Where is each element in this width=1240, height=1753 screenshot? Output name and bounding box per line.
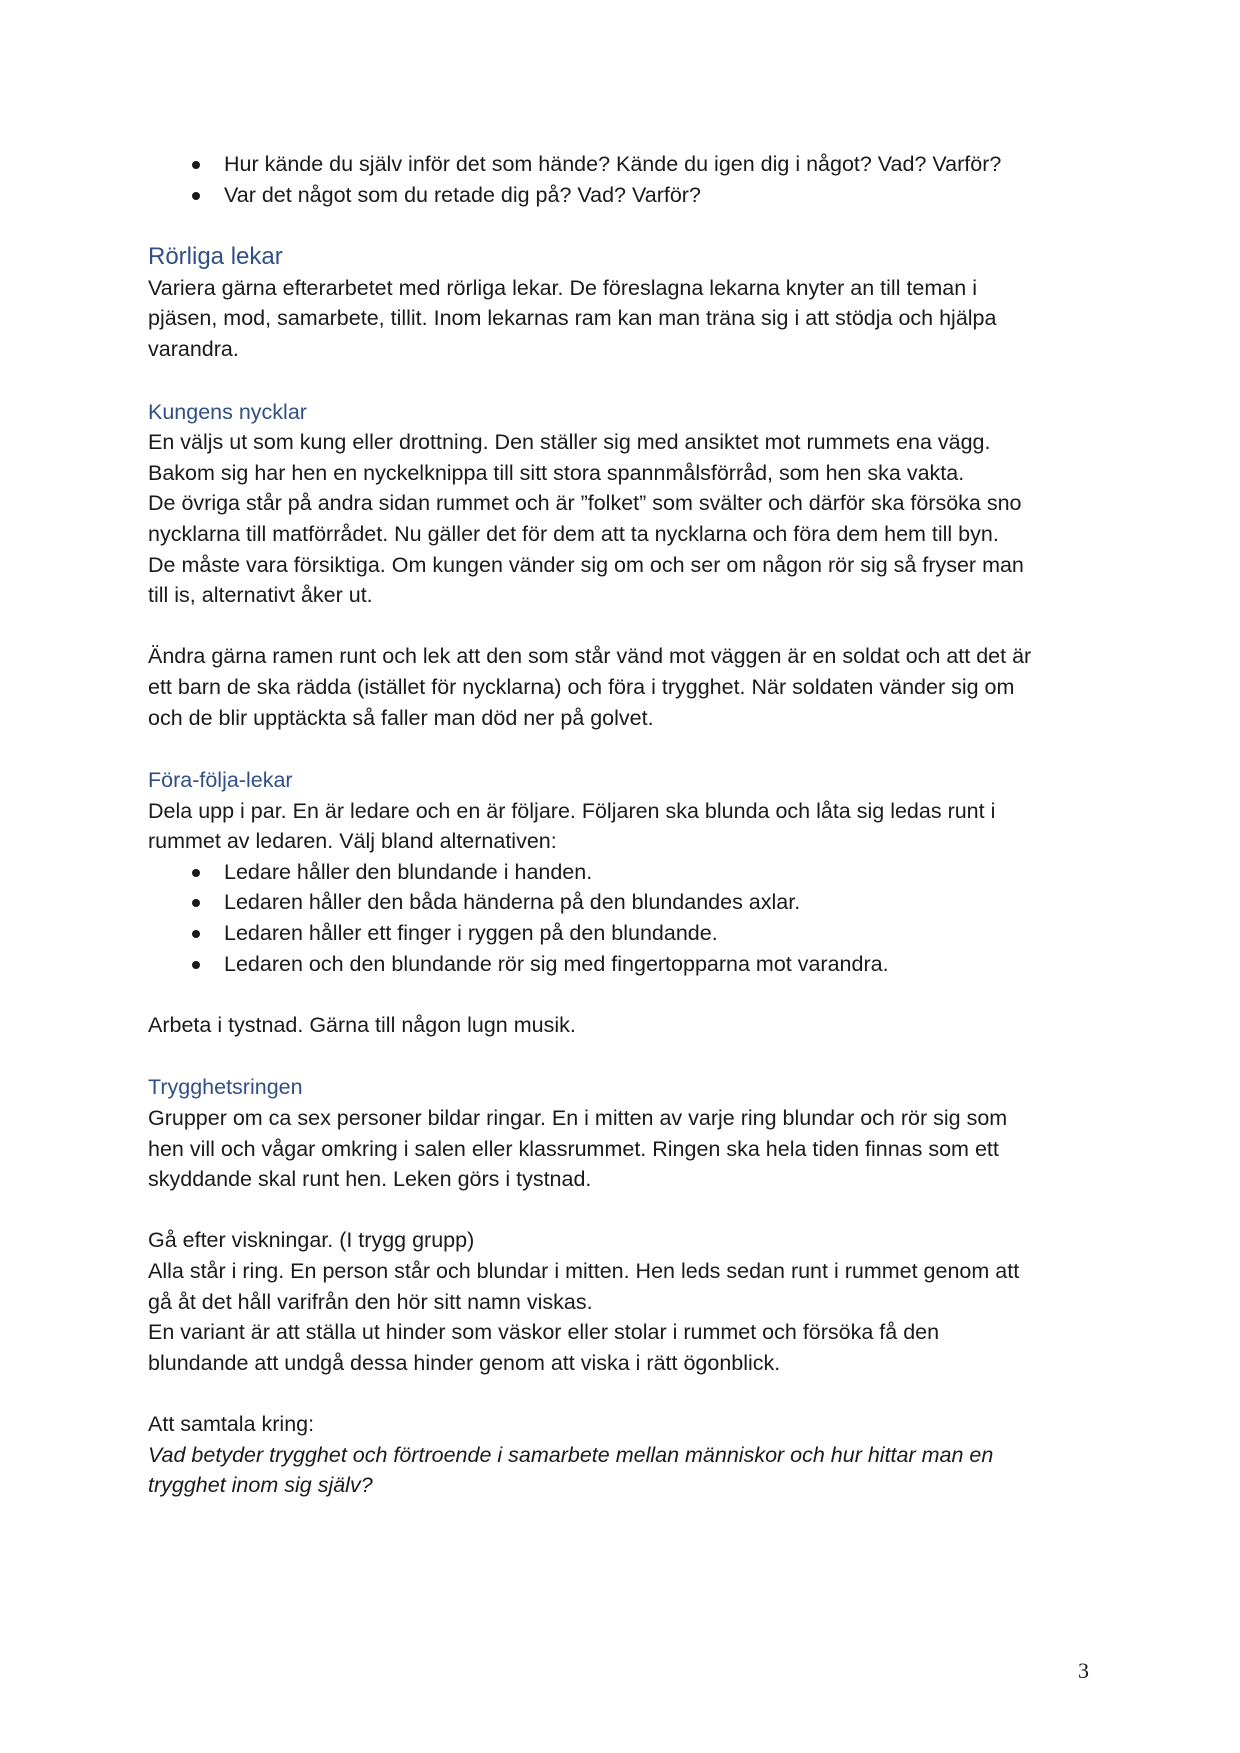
paragraph-line: hen vill och vågar omkring i salen eller klassrummet. Ringen ska hela tiden finnas som ett	[148, 1136, 999, 1161]
paragraph-line: rummet av ledaren. Välj bland alternativen:	[148, 829, 557, 854]
paragraph-line: Alla står i ring. En person står och blundar i mitten. Hen leds sedan runt i rummet genom att	[148, 1259, 1020, 1283]
paragraph-line: ett barn de ska rädda (istället för nycklarna) och föra i trygghet. När soldaten vänder sig om	[148, 674, 1015, 699]
section-heading-rorliga-lekar: Rörliga lekar	[148, 243, 283, 271]
list-item: Hur kände du själv inför det som hände? Kände du igen dig i något? Vad? Varför?	[148, 149, 1103, 180]
paragraph-line: gå åt det håll varifrån den hör sitt namn viskas.	[148, 1289, 593, 1314]
paragraph-line: Dela upp i par. En är ledare och en är följare. Följaren ska blunda och låta sig ledas runt i	[148, 798, 996, 823]
paragraph-line: pjäsen, mod, samarbete, tillit. Inom lekarnas ram kan man träna sig i att stödja och hjälpa	[148, 306, 997, 331]
paragraph-line: Ändra gärna ramen runt och lek att den som står vänd mot väggen är en soldat och att det är	[148, 644, 1032, 669]
paragraph-line: och de blir upptäckta så faller man död ner på golvet.	[148, 705, 654, 730]
subheading-trygghetsringen: Trygghetsringen	[148, 1075, 303, 1100]
paragraph-line: varandra.	[148, 336, 239, 361]
fora-bullet-list	[148, 857, 1103, 979]
list-item: Ledaren och den blundande rör sig med fingertopparna mot varandra.	[148, 949, 1103, 980]
paragraph-line: Variera gärna efterarbetet med rörliga lekar. De föreslagna lekarna knyter an till teman i	[148, 275, 977, 300]
list-item: Ledare håller den blundande i handen.	[148, 857, 1103, 888]
discussion-question-line: trygghet inom sig själv?	[148, 1473, 373, 1498]
list-item: Ledaren håller den båda händerna på den blundandes axlar.	[148, 887, 1103, 918]
subheading-kungens-nycklar: Kungens nycklar	[148, 399, 307, 424]
paragraph-line: En variant är att ställa ut hinder som väskor eller stolar i rummet och försöka få den	[148, 1320, 940, 1345]
paragraph-line: till is, alternativt åker ut.	[148, 583, 373, 608]
paragraph-line: skyddande skal runt hen. Leken görs i tystnad.	[148, 1167, 592, 1192]
discussion-question-line: Vad betyder trygghet och förtroende i samarbete mellan människor och hur hittar man en	[148, 1442, 994, 1467]
intro-bullet-list	[148, 149, 1103, 210]
paragraph-title: Gå efter viskningar. (I trygg grupp)	[148, 1228, 475, 1253]
paragraph-line: En väljs ut som kung eller drottning. Den ställer sig med ansiktet mot rummets ena vägg.	[148, 430, 991, 455]
paragraph-label: Att samtala kring:	[148, 1411, 315, 1436]
paragraph-line: Arbeta i tystnad. Gärna till någon lugn musik.	[148, 1012, 576, 1037]
paragraph-line: De övriga står på andra sidan rummet och är ”folket” som svälter och därför ska försöka sno	[148, 491, 1022, 516]
page-number: 3	[1078, 1658, 1089, 1683]
page-content	[148, 149, 1103, 1501]
paragraph-line: blundande att undgå dessa hinder genom att viska i rätt ögonblick.	[148, 1350, 781, 1375]
paragraph-line: De måste vara försiktiga. Om kungen vänder sig om och ser om någon rör sig så fryser man	[148, 552, 1024, 577]
list-item: Var det något som du retade dig på? Vad? Varför?	[148, 180, 1103, 211]
paragraph-line: Grupper om ca sex personer bildar ringar. En i mitten av varje ring blundar och rör sig som	[148, 1106, 1008, 1131]
subheading-fora-folja-lekar: Föra-följa-lekar	[148, 768, 293, 793]
list-item: Ledaren håller ett finger i ryggen på den blundande.	[148, 918, 1103, 949]
paragraph-line: nycklarna till matförrådet. Nu gäller det för dem att ta nycklarna och föra dem hem till byn.	[148, 521, 999, 546]
paragraph-line: Bakom sig har hen en nyckelknippa till sitt stora spannmålsförråd, som hen ska vakta.	[148, 460, 965, 485]
